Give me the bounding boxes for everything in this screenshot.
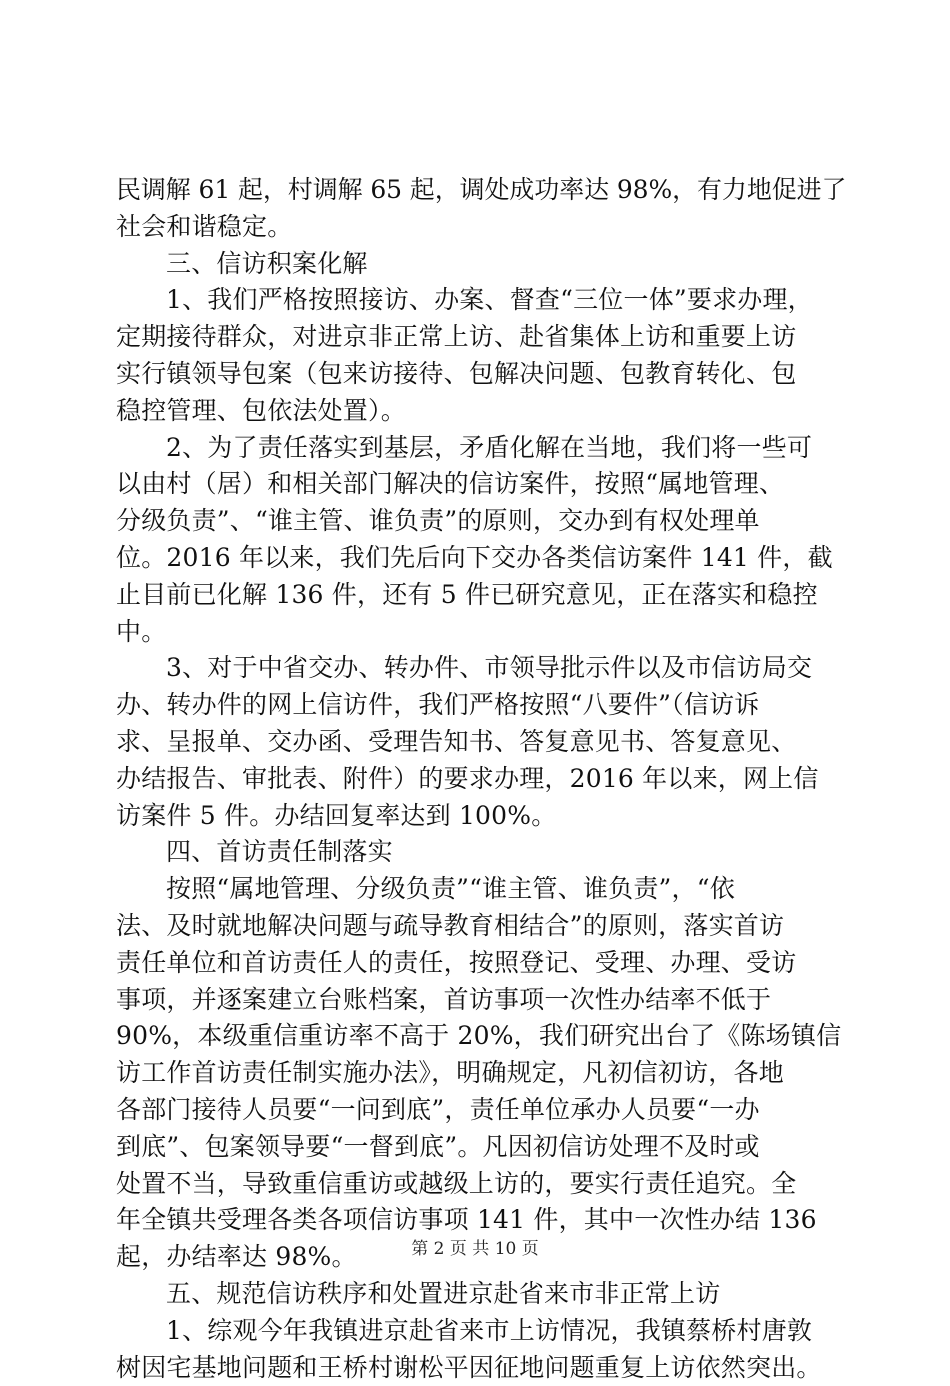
text-line: 止目前已化解 136 件，还有 5 件已研究意见，正在落实和稳控 [116,577,840,614]
text-line: 3、对于中省交办、转办件、市领导批示件以及市信访局交 [116,650,840,687]
text-line: 事项，并逐案建立台账档案，首访事项一次性办结率不低于 [116,982,840,1019]
text-line: 1、我们严格按照接访、办案、督查“三位一体”要求办理， [116,282,840,319]
text-line: 到底”、包案领导要“一督到底”。凡因初信访处理不及时或 [116,1129,840,1166]
text-line: 稳控管理、包依法处置）。 [116,393,840,430]
document-body [116,172,840,1386]
text-line: 以由村（居）和相关部门解决的信访案件，按照“属地管理、 [116,466,840,503]
text-line: 法、及时就地解决问题与疏导教育相结合”的原则，落实首访 [116,908,840,945]
text-line: 中。 [116,614,840,651]
text-line: 实行镇领导包案（包来访接待、包解决问题、包教育转化、包 [116,356,840,393]
text-line: 求、呈报单、交办函、受理告知书、答复意见书、答复意见、 [116,724,840,761]
text-line: 访案件 5 件。办结回复率达到 100%。 [116,798,840,835]
text-line: 处置不当，导致重信重访或越级上访的，要实行责任追究。全 [116,1166,840,1203]
text-line: 五、规范信访秩序和处置进京赴省来市非正常上访 [116,1276,840,1313]
text-line: 按照“属地管理、分级负责”“谁主管、谁负责”，“依 [116,871,840,908]
text-line: 年全镇共受理各类各项信访事项 141 件，其中一次性办结 136 [116,1202,840,1239]
text-line: 访工作首访责任制实施办法》，明确规定，凡初信初访，各地 [116,1055,840,1092]
text-line: 位。2016 年以来，我们先后向下交办各类信访案件 141 件，截 [116,540,840,577]
text-line: 1、综观今年我镇进京赴省来市上访情况，我镇蔡桥村唐敦 [116,1313,840,1350]
text-line: 各部门接待人员要“一问到底”，责任单位承办人员要“一办 [116,1092,840,1129]
text-line: 责任单位和首访责任人的责任，按照登记、受理、办理、受访 [116,945,840,982]
text-line: 四、首访责任制落实 [116,834,840,871]
text-line: 民调解 61 起，村调解 65 起，调处成功率达 98%，有力地促进了 [116,172,840,209]
text-line: 定期接待群众，对进京非正常上访、赴省集体上访和重要上访 [116,319,840,356]
text-line: 三、信访积案化解 [116,246,840,283]
text-line: 树因宅基地问题和王桥村谢松平因征地问题重复上访依然突出。 [116,1350,840,1386]
text-line: 办、转办件的网上信访件，我们严格按照“八要件”（信访诉 [116,687,840,724]
text-line: 2、为了责任落实到基层，矛盾化解在当地，我们将一些可 [116,430,840,467]
text-line: 起，办结率达 98%。 [116,1239,840,1276]
text-line: 社会和谐稳定。 [116,209,840,246]
text-line: 90%，本级重信重访率不高于 20%，我们研究出台了《陈场镇信 [116,1018,840,1055]
text-line: 分级负责”、“谁主管、谁负责”的原则，交办到有权处理单 [116,503,840,540]
text-line: 办结报告、审批表、附件）的要求办理，2016 年以来，网上信 [116,761,840,798]
page-footer: 第 2 页 共 10 页 [0,1238,950,1260]
